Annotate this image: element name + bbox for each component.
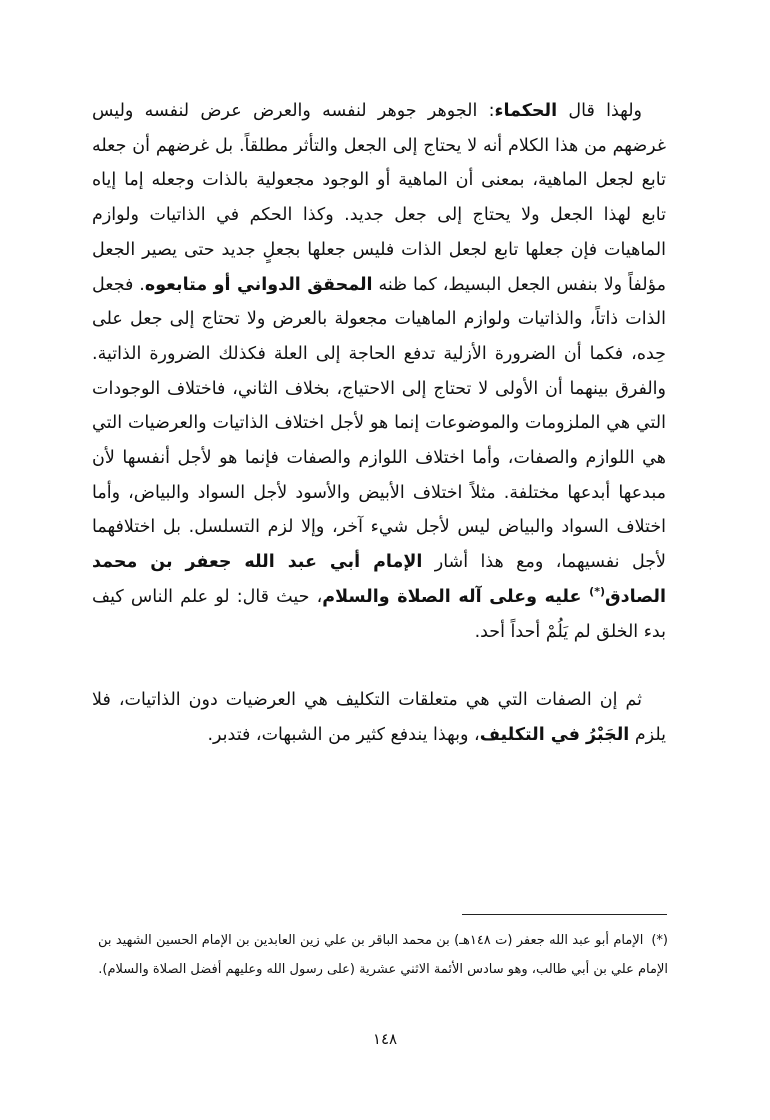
page-number: ١٤٨ bbox=[372, 1030, 398, 1048]
p1-bold-hukama: الحكماء bbox=[494, 101, 558, 121]
paragraph-2 bbox=[92, 683, 666, 752]
paragraph-1 bbox=[92, 94, 666, 649]
p1-bold-dawani: المحقق الدواني أو متابعوه bbox=[144, 274, 373, 295]
p1-bold-imam: الإمام أبي عبد الله جعفر بن محمد الصادق bbox=[92, 552, 666, 607]
p1-text-2: : الجوهر جوهر لنفسه والعرض عرض لنفسه وليس غرضهم من هذا الكلام أنه لا يحتاج إلى الجعل والتأثر مطلقاً. بل غرضهم أن جعله تابع لجعل الماهية، بمعنى أن الماهية أو الوجود مجعولية بالذات وجعله إما إياه تابع لهذا الجعل ولا يحتاج إلى جعل جديد. وكذا الحكم في الذاتيات ولوازم الماهيات فإن جعلها تابع لجعل الذات فليس جعلها بجعلٍ جديد حتى يصير الجعل مؤلفاً ولا بنفس الجعل البسيط، كما ظنه bbox=[92, 101, 666, 295]
p1-text-4: ، حيث قال: لو علم الناس كيف بدء الخلق لم يَلُمْ أحداً أحد. bbox=[92, 586, 666, 642]
p2-text-2: ، وبهذا يندفع كثير من الشبهات، فتدبر. bbox=[207, 724, 480, 745]
p2-bold-jabr: الجَبْرُ في التكليف bbox=[479, 724, 630, 745]
footnote-divider bbox=[462, 914, 667, 915]
footnote bbox=[98, 926, 668, 984]
p1-text-1: ولهذا قال bbox=[557, 101, 642, 121]
main-text bbox=[92, 94, 666, 753]
footnote-reference[interactable]: (*) bbox=[589, 585, 605, 599]
p1-text-3: . فجعل الذات ذاتاً، والذاتيات ولوازم الماهيات مجعولة بالعرض ولا تحتاج إلى جعل على حِده، فكما أن الضرورة الأزلية تدفع الحاجة إلى العلة فكذلك الضرورة الذاتية. والفرق بينهما أن الأولى لا تحتاج إلى الاحتياج، بخلاف الثاني، فاختلاف الوجودات التي هي الملزومات والموضوعات إنما هو لأجل اختلاف الذاتيات والعرضيات التي هي اللوازم والصفات، وأما اختلاف اللوازم والصفات فإنما هو لأجل أنفسها لأن مبدعها أبدعها مختلفة. مثلاً اختلاف الأبيض والأسود لأجل السواد والبياض، وأما اختلاف السواد والبياض ليس لأجل شيء آخر، وإلا لزم التسلسل. بل اختلافهما لأجل نفسيهما، ومع هذا أشار bbox=[92, 274, 666, 573]
p2-text-1: ثم إن الصفات التي هي متعلقات التكليف هي العرضيات دون الذاتيات، فلا يلزم bbox=[92, 690, 666, 745]
footnote-marker: (*) bbox=[651, 933, 668, 948]
footnote-text: الإمام أبو عبد الله جعفر (ت ١٤٨هـ) بن محمد الباقر بن علي زين العابدين بن الإمام الحسين الشهيد بن الإمام علي بن أبي طالب، وهو سادس الأئمة الاثني عشرية (على رسول الله وعليهم أفضل الصلاة والسلام). bbox=[98, 933, 668, 977]
p1-bold-salutation: عليه وعلى آله الصلاة والسلام bbox=[322, 586, 590, 607]
